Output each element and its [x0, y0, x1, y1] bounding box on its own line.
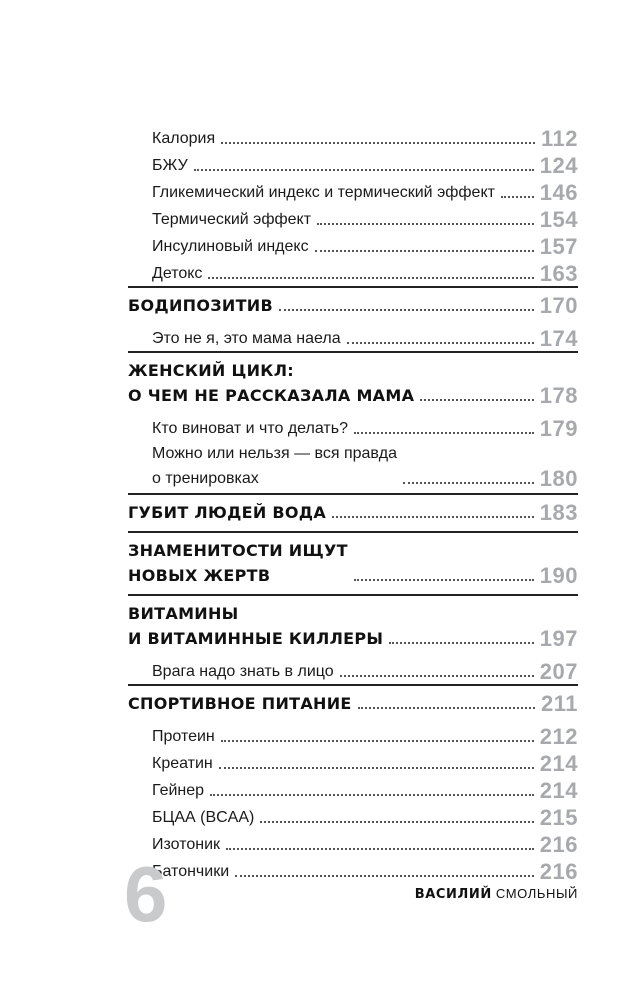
toc-entry-title-line: о тренировках — [152, 470, 259, 487]
dot-leader — [260, 821, 533, 823]
toc-subsection-entry[interactable] — [128, 178, 578, 205]
dot-leader — [315, 250, 534, 252]
toc-section-entry[interactable] — [128, 538, 578, 588]
table-of-contents — [128, 124, 578, 884]
section-divider — [128, 594, 578, 596]
toc-entry-title — [128, 180, 495, 205]
toc-entry-title-line: Калория — [152, 130, 216, 147]
dot-leader — [501, 196, 534, 198]
toc-subsection-entry[interactable] — [128, 722, 578, 749]
toc-page-number: 154 — [539, 207, 578, 232]
toc-entry-title-line: Батончики — [152, 863, 230, 880]
toc-entry-title — [128, 778, 204, 803]
toc-page-number: 112 — [541, 126, 578, 151]
dot-leader — [332, 516, 534, 518]
folio-page-number: 6 — [124, 850, 168, 938]
toc-entry-title — [128, 261, 202, 286]
toc-page-number: 180 — [539, 466, 578, 491]
toc-entry-title-line: Детокс — [152, 265, 203, 282]
toc-subsection-entry[interactable] — [128, 151, 578, 178]
toc-page-number: 215 — [539, 805, 578, 830]
toc-page-number: 178 — [539, 383, 578, 408]
toc-entry-title — [128, 153, 188, 178]
toc-entry-title — [128, 326, 341, 351]
toc-subsection-entry[interactable] — [128, 414, 578, 441]
toc-entry-title-line: БОДИПОЗИТИВ — [128, 296, 273, 315]
running-footer-author — [415, 886, 578, 902]
section-divider — [128, 351, 578, 353]
toc-entry-title-line: НОВЫХ ЖЕРТВ — [128, 566, 271, 585]
dot-leader — [226, 848, 534, 850]
toc-entry-title — [128, 500, 326, 525]
toc-page-number: 179 — [539, 416, 578, 441]
toc-page-number: 216 — [539, 859, 578, 884]
toc-page-number: 197 — [539, 626, 578, 651]
toc-entry-title-line: Можно или нельзя — вся правда — [152, 445, 397, 462]
toc-entry-title-line: БЖУ — [152, 157, 188, 174]
dot-leader — [347, 342, 534, 344]
dot-leader — [210, 794, 534, 796]
toc-entry-title-line: ЖЕНСКИЙ ЦИКЛ: — [128, 361, 294, 380]
toc-entry-title-line: ГУБИТ ЛЮДЕЙ ВОДА — [128, 503, 327, 522]
section-divider — [128, 531, 578, 533]
toc-entry-title-line: Протеин — [152, 728, 215, 745]
toc-subsection-entry[interactable] — [128, 205, 578, 232]
toc-subsection-entry[interactable] — [128, 232, 578, 259]
toc-subsection-entry[interactable] — [128, 259, 578, 286]
toc-page-number: 183 — [539, 500, 578, 525]
toc-entry-title — [128, 234, 309, 259]
toc-entry-title — [128, 659, 334, 684]
toc-entry-title — [128, 538, 348, 588]
toc-page-number: 163 — [539, 261, 578, 286]
toc-page-number: 214 — [539, 778, 578, 803]
dot-leader — [208, 277, 533, 279]
toc-page-number: 124 — [539, 153, 578, 178]
toc-entry-title — [128, 293, 273, 318]
toc-page-number: 146 — [539, 180, 578, 205]
dot-leader — [354, 432, 534, 434]
toc-section-entry[interactable] — [128, 601, 578, 651]
toc-entry-title — [128, 805, 254, 830]
toc-entry-title-line: Инсулиновый индекс — [152, 238, 309, 255]
toc-subsection-entry[interactable] — [128, 776, 578, 803]
toc-entry-title-line: СПОРТИВНОЕ ПИТАНИЕ — [128, 694, 352, 713]
dot-leader — [221, 142, 535, 144]
section-divider — [128, 286, 578, 288]
toc-page-number: 211 — [541, 691, 578, 716]
toc-subsection-entry[interactable] — [128, 124, 578, 151]
toc-entry-title — [128, 751, 213, 776]
toc-section-entry[interactable] — [128, 500, 578, 525]
toc-page-number: 157 — [539, 234, 578, 259]
dot-leader — [403, 482, 534, 484]
author-last-name: СМОЛЬНЫЙ — [495, 886, 578, 901]
dot-leader — [235, 875, 534, 877]
toc-page-number: 170 — [539, 293, 578, 318]
toc-entry-title-line: И ВИТАМИННЫЕ КИЛЛЕРЫ — [128, 629, 384, 648]
toc-page-number: 190 — [539, 563, 578, 588]
dot-leader — [219, 767, 534, 769]
toc-section-entry[interactable] — [128, 691, 578, 716]
toc-entry-title-line: О ЧЕМ НЕ РАССКАЗАЛА МАМА — [128, 386, 415, 405]
toc-entry-title-line: Изотоник — [152, 836, 221, 853]
dot-leader — [354, 579, 534, 581]
dot-leader — [340, 675, 534, 677]
toc-entry-title-line: Гликемический индекс и термический эффект — [152, 184, 495, 201]
toc-entry-title-line: Креатин — [152, 755, 213, 772]
toc-entry-title-line: ВИТАМИНЫ — [128, 604, 239, 623]
toc-entry-title — [128, 691, 352, 716]
toc-entry-title-line: Гейнер — [152, 782, 205, 799]
author-first-name: ВАСИЛИЙ — [414, 887, 492, 902]
dot-leader — [221, 740, 534, 742]
toc-page-number: 207 — [539, 659, 578, 684]
toc-entry-title-line: Врага надо знать в лицо — [152, 663, 334, 680]
toc-entry-title — [128, 358, 414, 408]
toc-subsection-entry[interactable] — [128, 803, 578, 830]
toc-entry-title-line: Термический эффект — [152, 211, 312, 228]
section-divider — [128, 493, 578, 495]
toc-page-number: 174 — [539, 326, 578, 351]
toc-entry-title — [128, 724, 215, 749]
dot-leader — [279, 309, 534, 311]
section-divider — [128, 684, 578, 686]
toc-entry-title-line: Это не я, это мама наела — [152, 330, 341, 347]
toc-entry-title-line: ЗНАМЕНИТОСТИ ИЩУТ — [128, 541, 348, 560]
toc-entry-title — [128, 441, 397, 491]
dot-leader — [420, 399, 534, 401]
toc-page-number: 216 — [539, 832, 578, 857]
toc-subsection-entry[interactable] — [128, 324, 578, 351]
toc-entry-title — [128, 126, 215, 151]
toc-entry-title — [128, 416, 348, 441]
toc-entry-title — [128, 601, 383, 651]
toc-subsection-entry[interactable] — [128, 857, 578, 884]
toc-subsection-entry[interactable] — [128, 830, 578, 857]
toc-subsection-entry[interactable] — [128, 657, 578, 684]
toc-section-entry[interactable] — [128, 293, 578, 318]
dot-leader — [358, 707, 535, 709]
toc-section-entry[interactable] — [128, 358, 578, 408]
toc-entry-title — [128, 207, 311, 232]
dot-leader — [194, 169, 534, 171]
dot-leader — [317, 223, 534, 225]
dot-leader — [389, 642, 533, 644]
toc-subsection-entry[interactable] — [128, 749, 578, 776]
toc-subsection-entry[interactable] — [128, 441, 578, 491]
toc-page-number: 212 — [539, 724, 578, 749]
toc-entry-title-line: БЦАА (BCAA) — [152, 809, 255, 826]
toc-entry-title-line: Кто виноват и что делать? — [152, 420, 348, 437]
toc-page-number: 214 — [539, 751, 578, 776]
